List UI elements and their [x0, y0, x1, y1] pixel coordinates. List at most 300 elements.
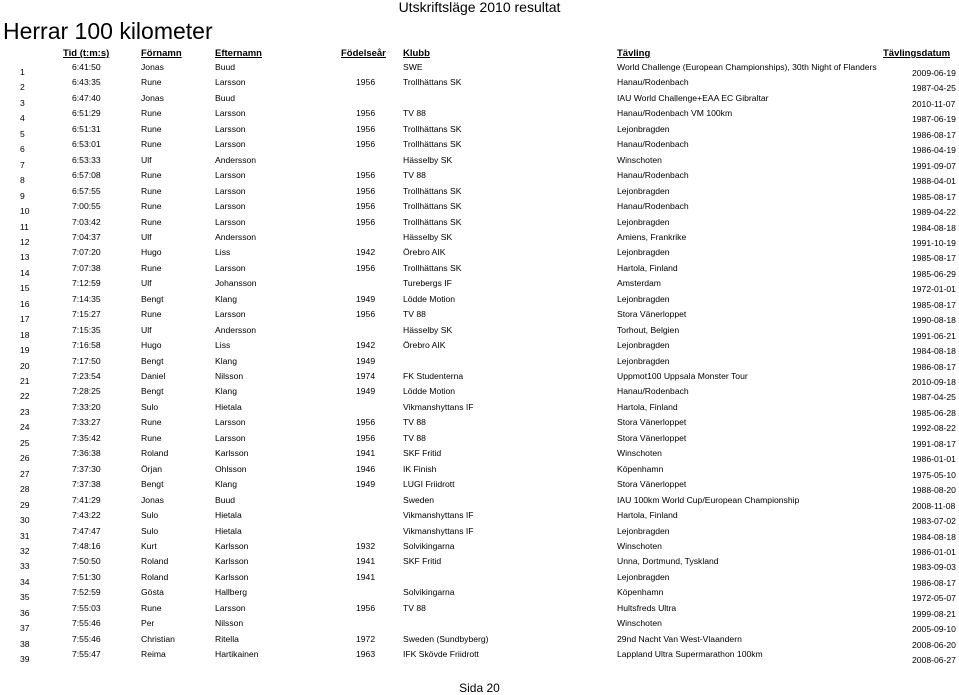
cell-firstname: Rune: [141, 309, 162, 320]
cell-date: 1999-08-21: [912, 608, 956, 619]
table-row: [0, 325, 959, 340]
cell-firstname: Roland: [141, 571, 169, 582]
cell-time: 6:57:08: [72, 170, 101, 181]
cell-event: Uppmot100 Uppsala Monster Tour: [617, 371, 748, 381]
table-row: [0, 263, 959, 278]
cell-birthyear: 1949: [356, 355, 376, 366]
cell-time: 7:35:42: [72, 432, 101, 443]
cell-club: IK Finish: [403, 463, 437, 474]
cell-birthyear: 1949: [356, 386, 376, 397]
cell-date: 2010-11-07: [912, 98, 956, 109]
cell-club: Trollhättans SK: [403, 123, 462, 134]
cell-birthyear: 1942: [356, 340, 376, 351]
table-row: [0, 587, 959, 602]
cell-birthyear: 1956: [356, 77, 376, 88]
cell-time: 7:00:55: [72, 201, 101, 212]
cell-club: TV 88: [403, 170, 426, 181]
cell-lastname: Karlsson: [215, 571, 249, 582]
cell-firstname: Rune: [141, 123, 162, 134]
cell-event: Winschoten: [617, 618, 662, 629]
cell-birthyear: 1956: [356, 108, 376, 119]
cell-lastname: Klang: [215, 355, 237, 366]
cell-club: Hässelby SK: [403, 154, 453, 165]
cell-time: 7:23:54: [72, 371, 101, 381]
cell-lastname: Hallberg: [215, 587, 248, 598]
cell-club: SKF Fritid: [403, 556, 442, 567]
cell-time: 6:51:29: [72, 108, 101, 119]
cell-time: 7:04:37: [72, 231, 101, 242]
cell-lastname: Andersson: [215, 231, 257, 242]
cell-event: Hanau/Rodenbach: [617, 77, 689, 88]
table-row: [0, 108, 959, 123]
cell-birthyear: 1941: [356, 571, 376, 582]
page-number: Sida 20: [459, 681, 500, 695]
table-row: [0, 186, 959, 201]
cell-club: Hässelby SK: [403, 324, 453, 335]
cell-firstname: Sulo: [141, 510, 159, 521]
cell-firstname: Rune: [141, 262, 162, 273]
cell-date: 1983-07-02: [912, 516, 956, 527]
cell-firstname: Bengt: [141, 386, 164, 397]
cell-lastname: Klang: [215, 386, 237, 397]
cell-time: 6:41:50: [72, 62, 101, 72]
cell-date: 1986-08-17: [912, 129, 956, 140]
cell-birthyear: 1941: [356, 448, 376, 459]
cell-club: SWE: [403, 62, 423, 72]
cell-club: TV 88: [403, 309, 426, 320]
cell-birthyear: 1956: [356, 185, 376, 196]
cell-time: 7:37:30: [72, 463, 101, 474]
cell-date: 1985-06-28: [912, 407, 956, 418]
cell-date: 2008-06-27: [912, 655, 956, 666]
cell-event: Lejonbragden: [617, 216, 670, 227]
cell-club: Trollhättans SK: [403, 216, 462, 227]
cell-event: Hanau/Rodenbach: [617, 201, 689, 212]
row-number: 2: [20, 82, 25, 93]
cell-lastname: Larsson: [215, 185, 246, 196]
cell-date: 1992-08-22: [912, 423, 956, 434]
row-number: 8: [20, 175, 25, 186]
cell-birthyear: 1946: [356, 463, 376, 474]
cell-date: 2005-09-10: [912, 624, 956, 635]
cell-club: Sweden (Sundbyberg): [403, 633, 489, 644]
cell-time: 7:16:58: [72, 340, 101, 351]
cell-lastname: Klang: [215, 479, 237, 490]
cell-event: Lejonbragden: [617, 571, 670, 582]
cell-event: Unna, Dortmund, Tyskland: [617, 556, 719, 567]
cell-event: Lejonbragden: [617, 247, 670, 258]
cell-lastname: Andersson: [215, 324, 257, 335]
cell-date: 1988-08-20: [912, 485, 956, 496]
cell-lastname: Karlsson: [215, 448, 249, 459]
table-row: [0, 340, 959, 355]
cell-lastname: Buud: [215, 494, 236, 505]
cell-lastname: Hietala: [215, 401, 242, 412]
table-row: [0, 62, 959, 77]
cell-date: 1987-04-25: [912, 83, 956, 94]
row-number: 38: [20, 638, 30, 649]
cell-lastname: Larsson: [215, 602, 246, 613]
table-row: [0, 371, 959, 386]
table-row: [0, 649, 959, 664]
cell-date: 1991-09-07: [912, 160, 956, 171]
cell-lastname: Hietala: [215, 525, 242, 536]
cell-firstname: Gösta: [141, 587, 164, 598]
cell-event: Hanau/Rodenbach: [617, 139, 689, 150]
row-number: 1: [20, 67, 25, 77]
cell-firstname: Rune: [141, 216, 162, 227]
cell-time: 7:55:46: [72, 633, 101, 644]
table-row: [0, 139, 959, 154]
cell-lastname: Ritella: [215, 633, 239, 644]
row-number: 33: [20, 561, 30, 572]
cell-birthyear: 1956: [356, 602, 376, 613]
cell-lastname: Buud: [215, 62, 236, 72]
cell-event: Hanau/Rodenbach VM 100km: [617, 108, 733, 119]
cell-birthyear: 1941: [356, 556, 376, 567]
table-row: [0, 541, 959, 556]
cell-lastname: Larsson: [215, 139, 246, 150]
row-number: 20: [20, 360, 30, 371]
row-number: 21: [20, 376, 30, 386]
cell-birthyear: 1956: [356, 309, 376, 320]
row-number: 27: [20, 468, 30, 479]
cell-time: 7:51:30: [72, 571, 101, 582]
cell-club: TV 88: [403, 602, 426, 613]
cell-firstname: Per: [141, 618, 155, 629]
cell-event: Stora Vänerloppet: [617, 479, 687, 490]
cell-date: 2010-09-18: [912, 377, 956, 387]
cell-event: Amsterdam: [617, 278, 661, 289]
row-number: 14: [20, 267, 30, 278]
cell-event: Stora Vänerloppet: [617, 432, 687, 443]
table-row: [0, 572, 959, 587]
row-number: 17: [20, 314, 30, 325]
cell-lastname: Liss: [215, 247, 231, 258]
cell-date: 1983-09-03: [912, 562, 956, 573]
row-number: 18: [20, 329, 30, 340]
cell-firstname: Rune: [141, 417, 162, 428]
cell-time: 6:53:01: [72, 139, 101, 150]
row-number: 4: [20, 113, 25, 124]
cell-lastname: Larsson: [215, 417, 246, 428]
print-title: Utskriftsläge 2010 resultat: [398, 0, 561, 15]
cell-birthyear: 1956: [356, 216, 376, 227]
row-number: 30: [20, 515, 30, 526]
cell-event: Hanau/Rodenbach: [617, 386, 689, 397]
cell-birthyear: 1942: [356, 247, 376, 258]
row-number: 28: [20, 484, 30, 495]
cell-club: IFK Skövde Friidrott: [403, 649, 479, 660]
cell-club: Vikmanshyttans IF: [403, 401, 474, 412]
cell-firstname: Ulf: [141, 324, 152, 335]
cell-club: Trollhättans SK: [403, 262, 462, 273]
table-row: [0, 170, 959, 185]
row-number: 11: [20, 221, 29, 232]
column-header-firstname: Förnamn: [141, 48, 182, 59]
table-row: [0, 495, 959, 510]
row-number: 3: [20, 97, 25, 108]
cell-lastname: Larsson: [215, 170, 246, 181]
cell-lastname: Buud: [215, 92, 236, 103]
cell-lastname: Nilsson: [215, 618, 244, 629]
row-number: 24: [20, 422, 30, 433]
cell-event: Hartola, Finland: [617, 510, 678, 521]
cell-event: Stora Vänerloppet: [617, 309, 687, 320]
cell-club: Solvikingarna: [403, 540, 455, 551]
cell-date: 1985-08-17: [912, 191, 956, 202]
cell-club: SKF Fritid: [403, 448, 442, 459]
cell-birthyear: 1963: [356, 649, 376, 660]
table-row: [0, 124, 959, 139]
cell-firstname: Jonas: [141, 92, 164, 103]
column-header-time: Tid (t:m:s): [63, 48, 110, 59]
cell-firstname: Ulf: [141, 278, 152, 289]
row-number: 16: [20, 298, 30, 309]
cell-birthyear: 1974: [356, 371, 376, 381]
cell-time: 7:07:20: [72, 247, 101, 258]
cell-lastname: Liss: [215, 340, 231, 351]
table-row: [0, 603, 959, 618]
cell-firstname: Roland: [141, 448, 169, 459]
cell-event: Winschoten: [617, 448, 662, 459]
cell-date: 1985-06-29: [912, 268, 956, 279]
cell-date: 1984-08-18: [912, 346, 956, 357]
row-number: 25: [20, 437, 30, 448]
cell-date: 2008-11-08: [912, 500, 956, 511]
cell-event: Köpenhamn: [617, 463, 664, 474]
cell-firstname: Bengt: [141, 293, 164, 304]
cell-lastname: Larsson: [215, 216, 246, 227]
column-header-date: Tävlingsdatum: [883, 48, 951, 59]
cell-lastname: Hietala: [215, 510, 242, 521]
cell-lastname: Karlsson: [215, 556, 249, 567]
cell-birthyear: 1932: [356, 540, 376, 551]
row-number: 31: [20, 530, 30, 541]
cell-event: Köpenhamn: [617, 587, 664, 598]
table-row: [0, 309, 959, 324]
cell-time: 7:41:29: [72, 494, 101, 505]
table-row: [0, 155, 959, 170]
cell-club: LUGI Friidrott: [403, 479, 455, 490]
row-number: 23: [20, 406, 30, 417]
cell-time: 7:55:47: [72, 649, 101, 660]
cell-lastname: Larsson: [215, 123, 246, 134]
cell-date: 1984-08-18: [912, 531, 956, 542]
cell-firstname: Jonas: [141, 494, 164, 505]
cell-date: 1991-10-19: [912, 237, 956, 248]
page-title: Herrar 100 kilometer: [3, 18, 213, 44]
row-number: 12: [20, 236, 30, 247]
cell-firstname: Kurt: [141, 540, 157, 551]
cell-time: 7:36:38: [72, 448, 101, 459]
cell-time: 7:55:46: [72, 618, 101, 629]
row-number: 7: [20, 159, 25, 170]
cell-event: Lappland Ultra Supermarathon 100km: [617, 649, 763, 660]
cell-club: Hässelby SK: [403, 231, 453, 242]
cell-time: 7:14:35: [72, 293, 101, 304]
row-number: 32: [20, 545, 30, 556]
cell-club: Lödde Motion: [403, 386, 456, 397]
cell-club: Lödde Motion: [403, 293, 456, 304]
row-number: 36: [20, 607, 30, 618]
cell-lastname: Larsson: [215, 77, 246, 88]
cell-firstname: Christian: [141, 633, 175, 644]
cell-event: Lejonbragden: [617, 123, 670, 134]
row-number: 26: [20, 453, 30, 464]
column-header-event: Tävling: [617, 48, 651, 59]
cell-date: 1986-08-17: [912, 577, 956, 588]
cell-club: TV 88: [403, 417, 426, 428]
row-number: 5: [20, 128, 25, 139]
row-number: 34: [20, 576, 30, 587]
cell-club: Trollhättans SK: [403, 139, 462, 150]
cell-time: 7:48:16: [72, 540, 101, 551]
cell-time: 7:15:35: [72, 324, 101, 335]
table-row: [0, 247, 959, 262]
table-row: [0, 556, 959, 571]
cell-event: Winschoten: [617, 540, 662, 551]
cell-time: 7:12:59: [72, 278, 101, 289]
table-row: [0, 217, 959, 232]
cell-lastname: Larsson: [215, 262, 246, 273]
cell-time: 7:52:59: [72, 587, 101, 598]
table-row: [0, 402, 959, 417]
cell-club: Örebro AIK: [403, 247, 446, 258]
cell-firstname: Rune: [141, 170, 162, 181]
cell-firstname: Bengt: [141, 355, 164, 366]
cell-firstname: Roland: [141, 556, 169, 567]
cell-time: 7:03:42: [72, 216, 101, 227]
cell-time: 7:55:03: [72, 602, 101, 613]
row-number: 6: [20, 144, 25, 155]
cell-event: Hanau/Rodenbach: [617, 170, 689, 181]
cell-event: Lejonbragden: [617, 525, 670, 536]
cell-lastname: Klang: [215, 293, 237, 304]
row-number: 22: [20, 391, 30, 402]
cell-birthyear: 1956: [356, 262, 376, 273]
cell-time: 7:43:22: [72, 510, 101, 521]
cell-event: Lejonbragden: [617, 340, 670, 351]
table-row: [0, 417, 959, 432]
cell-date: 2008-06-20: [912, 639, 956, 650]
cell-time: 6:51:31: [72, 123, 101, 134]
cell-event: Hartola, Finland: [617, 401, 678, 412]
table-row: [0, 634, 959, 649]
cell-date: 1986-01-01: [912, 546, 956, 557]
cell-date: 1987-06-19: [912, 114, 956, 125]
cell-club: TV 88: [403, 108, 426, 119]
cell-lastname: Ohlsson: [215, 463, 247, 474]
cell-date: 1987-04-25: [912, 392, 956, 403]
cell-time: 7:07:38: [72, 262, 101, 273]
cell-firstname: Sulo: [141, 525, 159, 536]
cell-lastname: Larsson: [215, 108, 246, 119]
cell-lastname: Karlsson: [215, 540, 249, 551]
cell-lastname: Andersson: [215, 154, 257, 165]
cell-date: 1989-04-22: [912, 207, 956, 218]
row-number: 29: [20, 499, 30, 510]
cell-lastname: Hartikainen: [215, 649, 259, 660]
cell-time: 7:50:50: [72, 556, 101, 567]
table-row: [0, 93, 959, 108]
table-row: [0, 526, 959, 541]
cell-date: 1986-04-19: [912, 145, 956, 156]
cell-firstname: Bengt: [141, 479, 164, 490]
cell-event: Lejonbragden: [617, 185, 670, 196]
column-header-club: Klubb: [403, 48, 430, 59]
row-number: 10: [20, 206, 30, 217]
cell-lastname: Nilsson: [215, 371, 244, 381]
cell-lastname: Larsson: [215, 309, 246, 320]
cell-event: Winschoten: [617, 154, 662, 165]
cell-time: 6:43:35: [72, 77, 101, 88]
cell-birthyear: 1956: [356, 170, 376, 181]
cell-club: Trollhättans SK: [403, 201, 462, 212]
cell-date: 1975-05-10: [912, 469, 956, 480]
cell-firstname: Rune: [141, 602, 162, 613]
cell-firstname: Rune: [141, 139, 162, 150]
table-row: [0, 479, 959, 494]
cell-firstname: Rune: [141, 77, 162, 88]
cell-date: 1988-04-01: [912, 176, 956, 187]
cell-event: Amiens, Frankrike: [617, 231, 687, 242]
cell-date: 1985-08-17: [912, 253, 956, 264]
cell-birthyear: 1956: [356, 201, 376, 212]
cell-time: 7:37:38: [72, 479, 101, 490]
row-number: 19: [20, 345, 30, 356]
row-number: 35: [20, 592, 30, 603]
cell-date: 1972-05-07: [912, 593, 956, 604]
cell-birthyear: 1949: [356, 479, 376, 490]
cell-event: Lejonbragden: [617, 293, 670, 304]
table-row: [0, 464, 959, 479]
cell-time: 6:53:33: [72, 154, 101, 165]
table-row: [0, 433, 959, 448]
cell-event: Torhout, Belgien: [617, 324, 680, 335]
cell-date: 1972-01-01: [912, 284, 956, 295]
cell-firstname: Rune: [141, 108, 162, 119]
table-row: [0, 278, 959, 293]
cell-lastname: Larsson: [215, 201, 246, 212]
cell-club: TV 88: [403, 432, 426, 443]
row-number: 9: [20, 190, 25, 201]
cell-club: Vikmanshyttans IF: [403, 510, 474, 521]
cell-date: 1985-08-17: [912, 299, 956, 310]
cell-birthyear: 1956: [356, 123, 376, 134]
row-number: 13: [20, 252, 30, 263]
table-row: [0, 510, 959, 525]
cell-time: 7:28:25: [72, 386, 101, 397]
cell-club: Turebergs IF: [403, 278, 452, 289]
cell-firstname: Hugo: [141, 247, 162, 258]
column-header-birthyear: Födelseår: [341, 48, 386, 59]
cell-club: FK Studenterna: [403, 371, 464, 381]
row-number: 15: [20, 283, 30, 294]
cell-firstname: Jonas: [141, 62, 164, 72]
cell-firstname: Rune: [141, 185, 162, 196]
cell-event: IAU 100km World Cup/European Championship: [617, 494, 800, 505]
table-row: [0, 356, 959, 371]
cell-event: Hultsfreds Ultra: [617, 602, 677, 613]
cell-club: Örebro AIK: [403, 340, 446, 351]
cell-club: Vikmanshyttans IF: [403, 525, 474, 536]
cell-date: 1990-08-18: [912, 315, 956, 326]
cell-lastname: Johansson: [215, 278, 257, 289]
cell-club: Trollhättans SK: [403, 77, 462, 88]
cell-club: Solvikingarna: [403, 587, 455, 598]
cell-firstname: Rune: [141, 201, 162, 212]
